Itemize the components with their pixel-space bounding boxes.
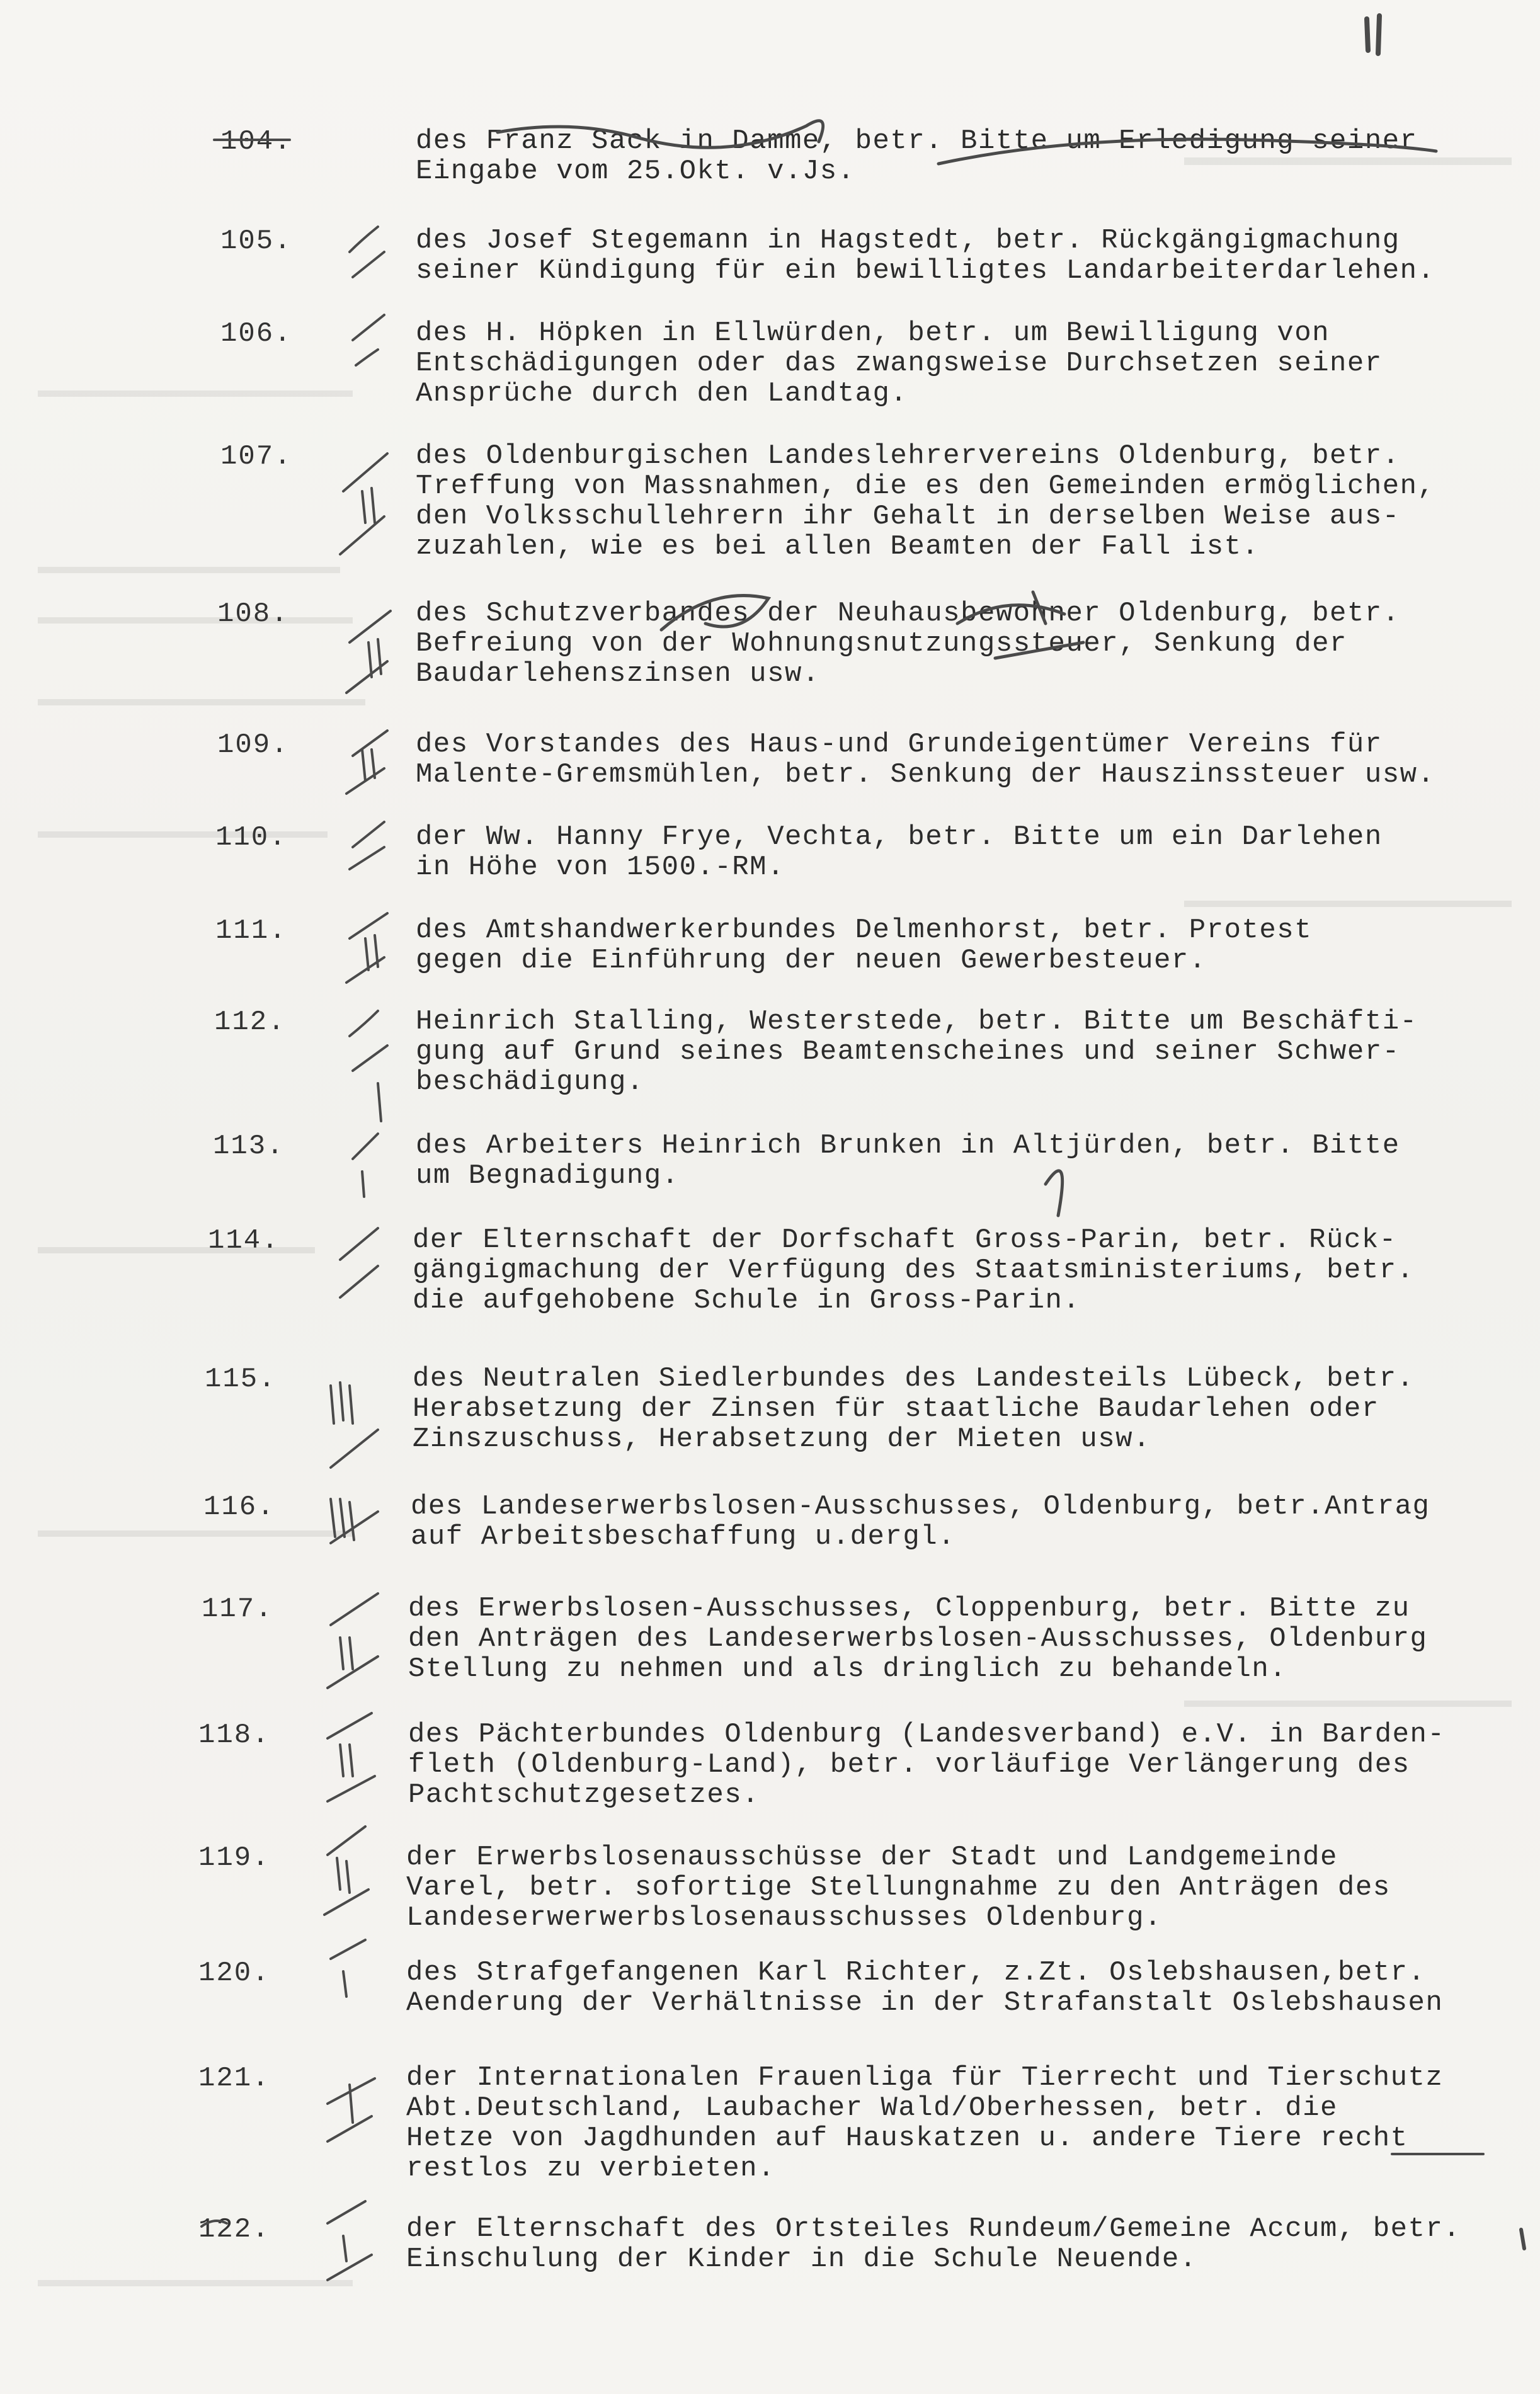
entry-number: 105. (220, 225, 292, 257)
entry-text: des Arbeiters Heinrich Brunken in Altjürden, betr. Bitte um Begnadigung. (416, 1130, 1400, 1192)
entry-text: der Elternschaft der Dorfschaft Gross-Parin, betr. Rück- gängigmachung der Verfügung des Staatsministeriums, betr. die aufgehobene Schule in Gross-Parin. (413, 1224, 1415, 1316)
entry-number: 118. (198, 1719, 270, 1751)
entry-number: 121. (198, 2063, 270, 2094)
entry-text: des Pächterbundes Oldenburg (Landesverband) e.V. in Barden- fleth (Oldenburg-Land), betr. vorläufige Verlängerung des Pachtschutzgesetzes. (408, 1719, 1446, 1811)
entry-number: 104. (220, 126, 292, 157)
entry-text: des H. Höpken in Ellwürden, betr. um Bewilligung von Entschädigungen oder das zwangsweise Durchsetzen seiner Ansprüche durch den Landtag. (416, 317, 1383, 409)
entry-text: des Erwerbslosen-Ausschusses, Cloppenburg, betr. Bitte zu den Anträgen des Landeserwerbslosen-Ausschusses, Oldenburg Stellung zu nehmen und als dringlich zu behandeln. (408, 1593, 1428, 1685)
entry-number: 119. (198, 1842, 270, 1874)
entry-text: des Landeserwerbslosen-Ausschusses, Oldenburg, betr.Antrag auf Arbeitsbeschaffung u.dergl. (411, 1491, 1430, 1553)
entry-number: 114. (208, 1225, 280, 1257)
entry-text: des Amtshandwerkerbundes Delmenhorst, betr. Protest gegen die Einführung der neuen Gewerbesteuer. (416, 915, 1313, 976)
entry-number: 113. (213, 1131, 285, 1162)
entry-text: des Oldenburgischen Landeslehrervereins Oldenburg, betr. Treffung von Massnahmen, die es den Gemeinden ermöglichen, den Volksschullehrern ihr Gehalt in derselben Weise aus- zuzahlen, wie es bei allen Beamten der Fall ist. (416, 440, 1435, 562)
entry-text: des Franz Sack in Damme, betr. Bitte um Erledigung seiner Eingabe vom 25.Okt. v.Js. (416, 125, 1418, 187)
entry-text: der Elternschaft des Ortsteiles Rundeum/Gemeine Accum, betr. Einschulung der Kinder in die Schule Neuende. (406, 2213, 1461, 2275)
entry-text: der Ww. Hanny Frye, Vechta, betr. Bitte um ein Darlehen in Höhe von 1500.-RM. (416, 821, 1383, 883)
entry-number: 122. (198, 2214, 270, 2245)
entry-text: des Strafgefangenen Karl Richter, z.Zt. Oslebshausen,betr. Aenderung der Verhältnisse in der Strafanstalt Oslebshausen (406, 1957, 1444, 2019)
entry-text: der Erwerbslosenausschüsse der Stadt und Landgemeinde Varel, betr. sofortige Stellungnahme zu den Anträgen des Landeserwerwerbslosenausschusses Oldenburg. (406, 1842, 1391, 1934)
entry-number: 120. (198, 1958, 270, 1989)
entry-number: 107. (220, 441, 292, 472)
entry-text: des Schutzverbandes der Neuhausbewohner Oldenburg, betr. Befreiung von der Wohnungsnutzungssteuer, Senkung der Baudarlehenszinsen usw. (416, 598, 1400, 690)
entry-number: 112. (214, 1006, 286, 1038)
entry-text: des Vorstandes des Haus-und Grundeigentümer Vereins für Malente-Gremsmühlen, betr. Senkung der Hauszinssteuer usw. (416, 729, 1435, 790)
entry-number: 117. (202, 1593, 273, 1625)
entry-number: 110. (215, 822, 287, 853)
entry-number: 108. (217, 598, 289, 630)
entry-number: 116. (203, 1491, 275, 1523)
entry-number: 111. (215, 915, 287, 947)
entry-text: des Neutralen Siedlerbundes des Landesteils Lübeck, betr. Herabsetzung der Zinsen für staatliche Baudarlehen oder Zinszuschuss, Herabsetzung der Mieten usw. (413, 1363, 1415, 1455)
entry-number: 106. (220, 318, 292, 350)
entry-text: der Internationalen Frauenliga für Tierrecht und Tierschutz Abt.Deutschland, Laubacher Wald/Oberhessen, betr. die Hetze von Jagdhunden auf Hauskatzen u. andere Tiere recht restlos zu verbieten. (406, 2062, 1444, 2184)
entry-text: Heinrich Stalling, Westerstede, betr. Bitte um Beschäfti- gung auf Grund seines Beamtenscheines und seiner Schwer- beschädigung. (416, 1006, 1418, 1098)
entry-text: des Josef Stegemann in Hagstedt, betr. Rückgängigmachung seiner Kündigung für ein bewilligtes Landarbeiterdarlehen. (416, 225, 1435, 287)
entry-number: 115. (205, 1364, 277, 1395)
entry-number: 109. (217, 729, 289, 761)
